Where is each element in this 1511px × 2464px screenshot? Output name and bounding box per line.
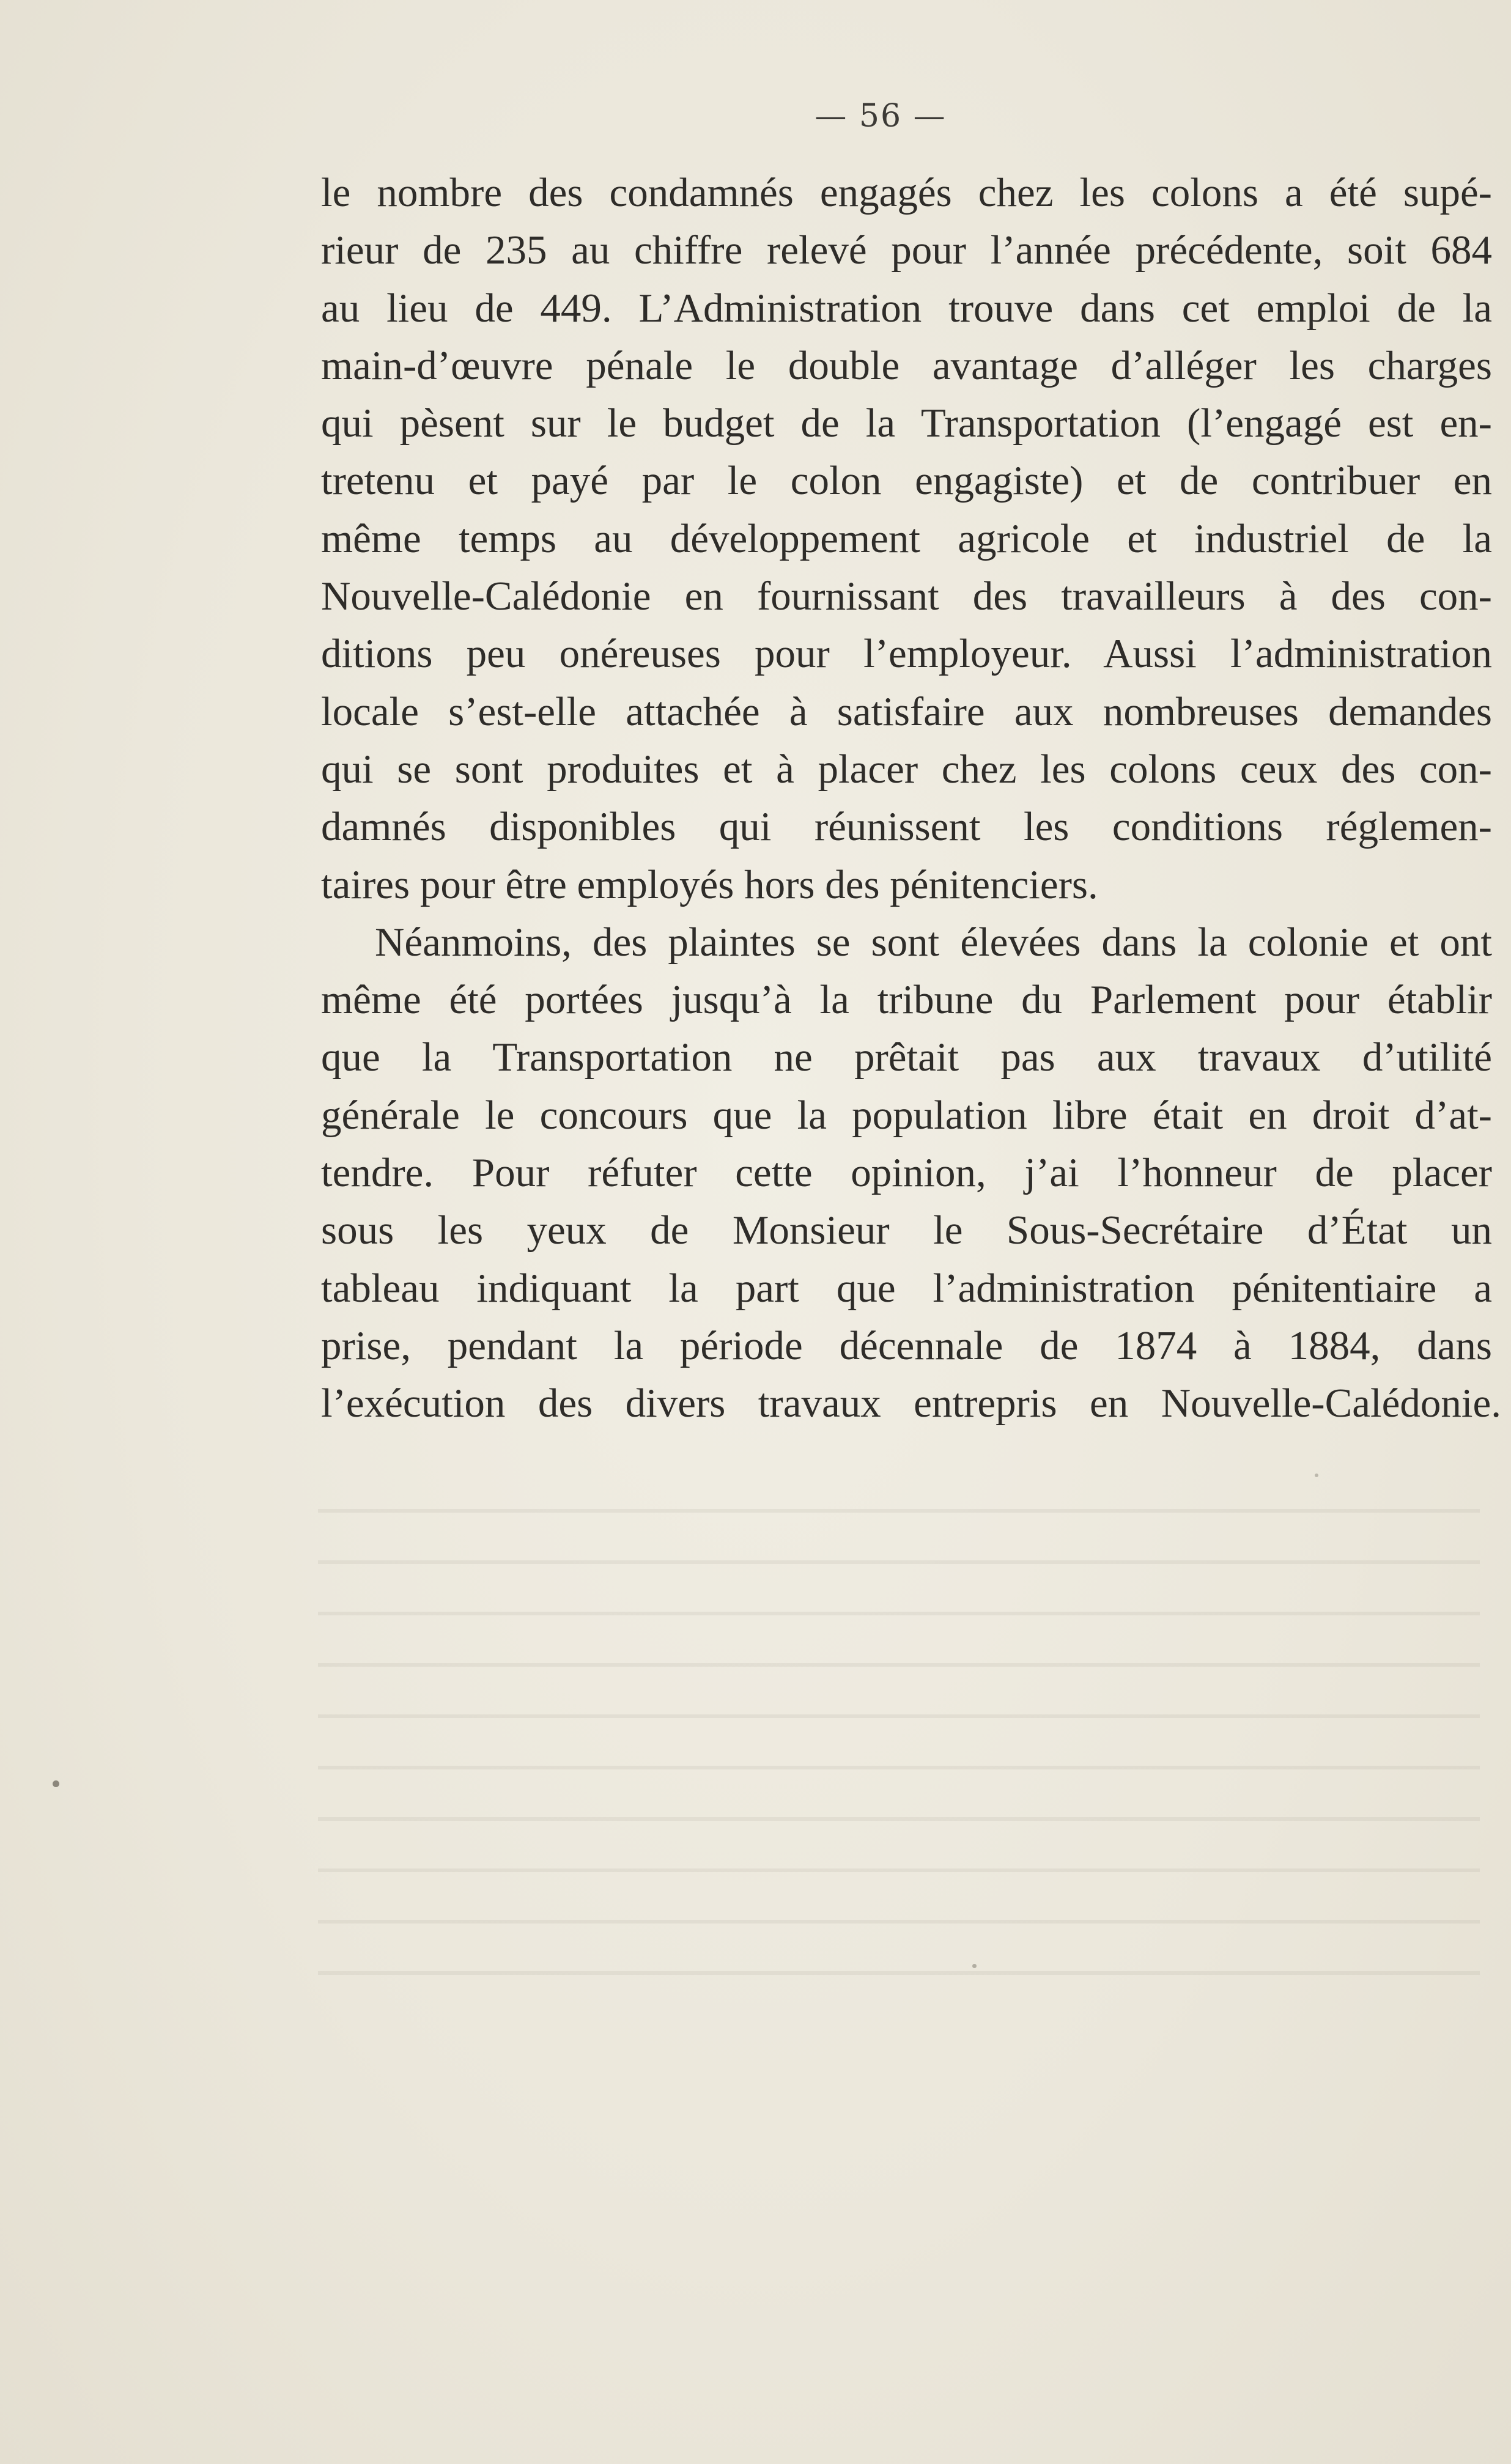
- paragraph-1: [321, 164, 1492, 913]
- text-line: rieur de 235 au chiffre relevé pour l’année précédente, soit 684: [321, 227, 1492, 273]
- text-line: générale le concours que la population libre était en droit d’at-: [321, 1092, 1492, 1138]
- text-line: damnés disponibles qui réunissent les conditions réglemen-: [321, 804, 1492, 850]
- text-line: locale s’est-elle attachée à satisfaire aux nombreuses demandes: [321, 688, 1492, 734]
- text-line: tretenu et payé par le colon engagiste) et de contribuer en: [321, 458, 1492, 504]
- body-text: [321, 164, 1501, 1433]
- text-line: même temps au développement agricole et industriel de la: [321, 515, 1492, 561]
- paper-speck: [53, 1780, 59, 1787]
- text-line: ditions peu onéreuses pour l’employeur. Aussi l’administration: [321, 631, 1492, 677]
- text-line: tendre. Pour réfuter cette opinion, j’ai l’honneur de placer: [321, 1150, 1492, 1196]
- text-line: taires pour être employés hors des pénitenciers.: [321, 861, 1098, 907]
- text-line: tableau indiquant la part que l’administration pénitentiaire a: [321, 1265, 1492, 1311]
- page-number: — 56 —: [815, 98, 947, 135]
- text-line: main-d’œuvre pénale le double avantage d’alléger les charges: [321, 342, 1492, 388]
- text-line: qui se sont produites et à placer chez les colons ceux des con-: [321, 746, 1492, 792]
- text-line: prise, pendant la période décennale de 1874 à 1884, dans: [321, 1322, 1492, 1368]
- text-line: même été portées jusqu’à la tribune du Parlement pour établir: [321, 977, 1492, 1023]
- text-line: Néanmoins, des plaintes se sont élevées dans la colonie et ont: [375, 919, 1492, 965]
- paper-speck: [972, 1964, 977, 1968]
- text-line: sous les yeux de Monsieur le Sous-Secrétaire d’État un: [321, 1208, 1492, 1253]
- text-line: que la Transportation ne prêtait pas aux travaux d’utilité: [321, 1035, 1492, 1080]
- paper-speck: [1315, 1474, 1318, 1477]
- text-line: qui pèsent sur le budget de la Transportation (l’engagé est en-: [321, 400, 1492, 446]
- text-line: Nouvelle-Calédonie en fournissant des travailleurs à des con-: [321, 574, 1492, 619]
- text-line: au lieu de 449. L’Administration trouve dans cet emploi de la: [321, 285, 1492, 331]
- text-line: le nombre des condamnés engagés chez les colons a été supé-: [321, 170, 1492, 215]
- show-through-texture: [318, 1461, 1480, 2012]
- text-line: l’exécution des divers travaux entrepris en Nouvelle-Calédonie.: [321, 1381, 1501, 1426]
- paragraph-2: [321, 913, 1501, 1433]
